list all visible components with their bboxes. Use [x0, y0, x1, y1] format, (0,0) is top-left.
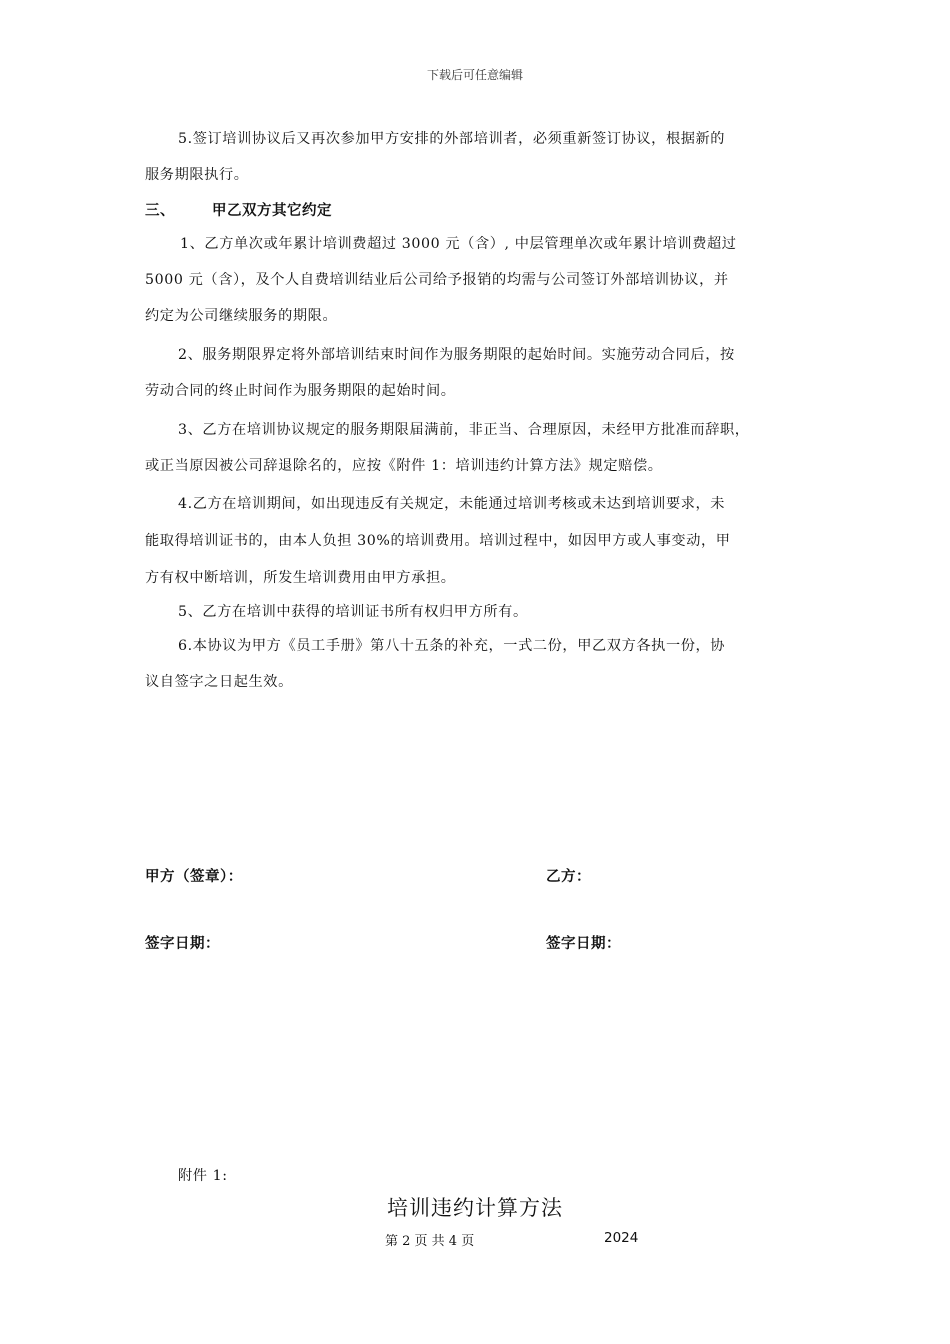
- page-number: 第 2 页 共 4 页: [385, 1234, 475, 1249]
- party-b-date-label: 签字日期：: [546, 936, 621, 952]
- footer-year: 2024: [604, 1230, 639, 1246]
- attachment-label: 附件 1:: [178, 1168, 228, 1184]
- p2-line2: 劳动合同的终止时间作为服务期限的起始时间。: [145, 383, 456, 399]
- p4-line3: 方有权中断培训，所发生培训费用由甲方承担。: [145, 570, 456, 586]
- item5-line2: 服务期限执行。: [145, 167, 249, 183]
- p6-line2: 议自签字之日起生效。: [145, 674, 293, 690]
- party-a-signature-label: 甲方（签章）：: [145, 869, 243, 885]
- attachment-title: 培训违约计算方法: [387, 1196, 563, 1220]
- party-b-signature-label: 乙方：: [546, 869, 591, 885]
- p1-line1: 1、乙方单次或年累计培训费超过 3000 元（含）, 中层管理单次或年累计培训费超过: [180, 236, 737, 252]
- p3-line1: 3、乙方在培训协议规定的服务期限届满前，非正当、合理原因，未经甲方批准而辞职，: [178, 422, 750, 438]
- p4-line2: 能取得培训证书的，由本人负担 30%的培训费用。培训过程中，如因甲方或人事变动，甲: [145, 533, 731, 549]
- party-a-date-label: 签字日期：: [145, 936, 220, 952]
- p1-line2: 5000 元（含），及个人自费培训结业后公司给予报销的均需与公司签订外部培训协议，并: [145, 272, 729, 288]
- section3-number: 三、: [145, 203, 175, 219]
- item5-line1: 5.签订培训协议后又再次参加甲方安排的外部培训者，必须重新签订协议，根据新的: [178, 131, 726, 147]
- p1-line3: 约定为公司继续服务的期限。: [145, 308, 338, 324]
- p2-line1: 2、服务期限界定将外部培训结束时间作为服务期限的起始时间。实施劳动合同后，按: [178, 347, 735, 363]
- p3-line2: 或正当原因被公司辞退除名的，应按《附件 1：培训违约计算方法》规定赔偿。: [145, 458, 663, 474]
- p4-line1: 4.乙方在培训期间，如出现违反有关规定，未能通过培训考核或未达到培训要求，未: [178, 496, 726, 512]
- p5-line1: 5、乙方在培训中获得的培训证书所有权归甲方所有。: [178, 604, 528, 620]
- section3-title: 甲乙双方其它约定: [212, 203, 332, 219]
- page-header-note: 下载后可任意编辑: [426, 68, 523, 82]
- p6-line1: 6.本协议为甲方《员工手册》第八十五条的补充，一式二份，甲乙双方各执一份，协: [178, 638, 726, 654]
